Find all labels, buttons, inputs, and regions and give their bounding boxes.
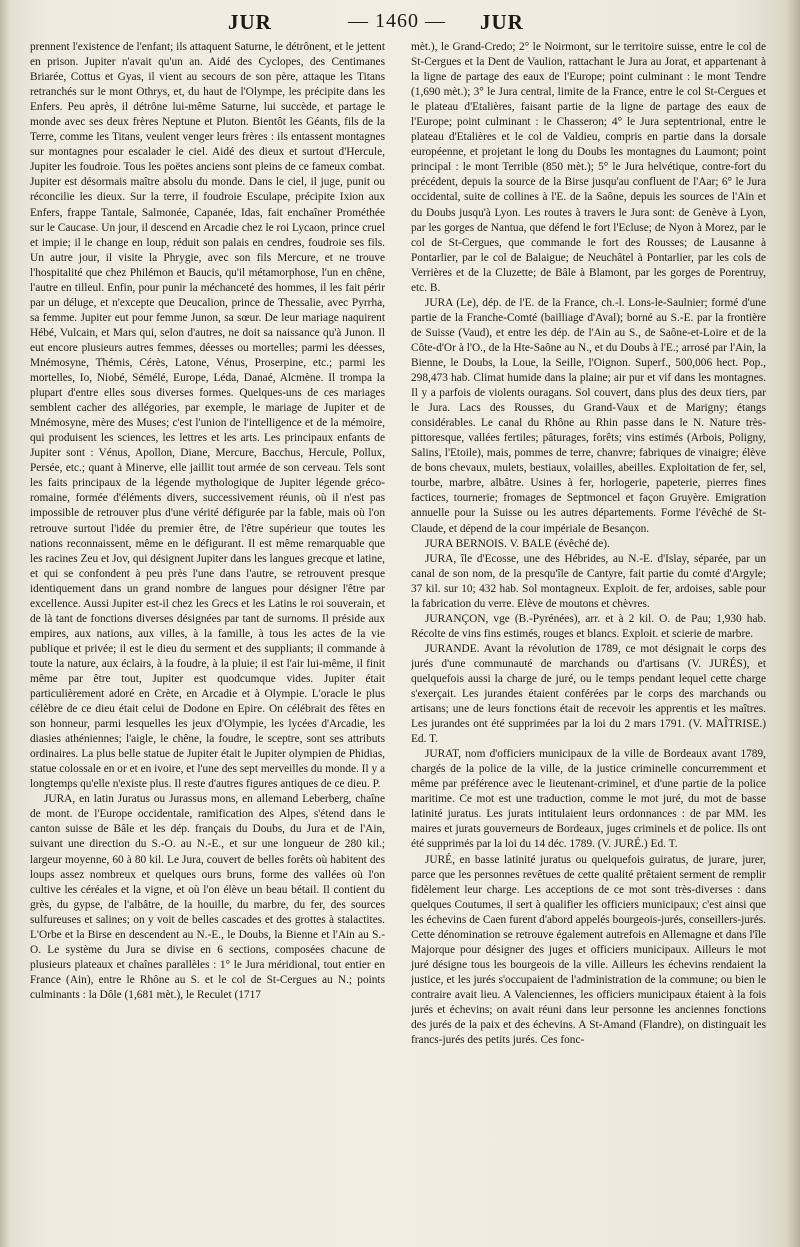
entry-jura-mountains-continued: mèt.), le Grand-Credo; 2° le Noirmont, sur le territoire suisse, entre le col de St-Cergues et la Dent de Vaulion, rattachant le Jura au Jorat, et appartenant à la ligne de partage des eaux de l'Europe; point culminant : le mont Tendre (1,690 mèt.); 3° le Jura central, limite de la France, entre le col St-Cergues et le plateau d'Etalières, faisant partie de la ligne de partage des eaux de l'Europe; point culminant : le Chasseron; 4° le Jura septentrional, entre le plateau d'Etalières et le col de Valdieu, compris en partie dans la dorsale européenne, et projetant le long du Doubs les montagnes du Laumont; point principal : le mont Terrible (850 mèt.); 5° le Jura helvétique, contre-fort du précédent, depuis la source de la Birse jusqu'au confluent de l'Aar; 6° le Jura occidental, suite de collines à l'E. de la Saône, depuis les sources de l'Ain et du Doubs jusqu'à Lyon. Les routes à travers le Jura sont: de Genève à Lyon, par les gorges de Nantua, que défend le fort l'Ecluse; de Nyon à Morez, par le col de St-Cergues, que commande le fort des Rousses; de Lausanne à Pontarlier, par le col de Balaigue; de Neuchâtel à Pontarlier, par les cols de Verrières et de la Cluzette; de Bâle à Blamont, par les gorges de Porentruy, etc. B. [411,41,766,294]
entry-jura-bernois: JURA BERNOIS. V. BALE (évêché de). [425,537,610,550]
entry-jupiter-continued: prennent l'existence de l'enfant; ils attaquent Saturne, le détrônent, et le jettent en prison. Jupiter n'avait qu'un an. Aidé des Cyclopes, des Centimanes Briarée, Cottus et Gyas, il vient au secours de son père, attaque les Titans retranchés sur le mont Othrys, et, du haut de l'Olympe, les précipite dans les Enfers. Peu après, il détrône lui-même Saturne, lui succède, et partage le monde avec ses deux frères Neptune et Pluton. Bientôt les Géants, fils de la Terre, comme les Titans, veulent venger leurs frères : ils entassent montagnes sur montagnes pour escalader le ciel. Aidé des dieux et surtout d'Hercule, Jupiter les foudroie. Tous les poëtes anciens sont pleins de ce fameux combat. Jupiter est désormais maître absolu du monde. Dans le ciel, il juge, punit ou réconcilie les dieux. Sur la terre, il foudroie Esculape, précipite Ixion aux Enfers, frappe Tantale, Salmonée, Capanée, Idas, fait enchaîner Prométhée sur le Caucase. Un jour, il descend en Arcadie chez le roi Lycaon, prince cruel et impie; il le change en loup, réduit son palais en cendres, foudroie ses fils. Un autre jour, il visite la Phrygie, avec son fils Mercure, et ne trouve l'hospitalité que chez Philémon et Baucis, qu'il métamorphose, l'un en chêne, l'autre en tilleul. Enfin, pour punir la méchanceté des hommes, il les fait périr par un déluge, et n'excepte que Deucalion, prince de Thessalie, avec Pyrrha, sa femme. Jupiter eut pour femme Junon, sa sœur. De leur mariage naquirent Hébé, Vulcain, et Mars qui, selon d'autres, ne doit sa naissance qu'à Junon. Il eut encore plusieurs autres femmes, déesses ou mortelles; parmi les déesses, Mnémosyne, Thémis, Cérès, Latone, Vénus, Proserpine, etc.; parmi les mortelles, Io, Niobé, Sémélé, Europe, Léda, Danaé, Alcmène. Il trompa la plupart d'entre elles sous diverses formes. Quelques-uns de ces mariages semblent cacher des allégories, par exemple, le mariage de Jupiter et de Mnémosyne, mère des Muses; c'est l'union de l'intelligence et de la mémoire, qui produisent les sciences, les lettres et les arts. Les principaux enfants de Jupiter sont : Vénus, Apollon, Diane, Mercure, Bacchus, Hercule, Pollux, Persée, etc.; quant à Minerve, elle jaillit tout armée de son cerveau. Tels sont les faits principaux de la légende mythologique de Jupiter légende gréco-romaine, formée d'éléments divers, successivement réunis, où il n'est pas impossible de retrouver plus d'une vérité défigurée par la fable, mais où l'on retrouve surtout l'idée du premier être, de l'être supérieur que toutes les nations reconnaissent, même en le défigurant. Il est même remarquable que les racines Zeu et Jov, qui désignent Jupiter dans les langues grecque et latine, et qui se confondent à peu près l'une dans l'autre, se retrouvent presque identiquement dans un grand nombre de langues pour désigner l'être par excellence. Aussi Jupiter est-il chez les Grecs et les Latins le roi souverain, et de là tant de fonctions diverses désignées par tant de surnoms. Il préside aux empires, aux nations, aux villes, à la famille, à tous les actes de la vie publique et privée; il est le dieu du serment et des suppliants; il commande à toute la nature, aux éclairs, à la foudre, à la pluie; il est l'air lui-même, il finit même par être tout, Jupiter est quodcumque vides. Jupiter était particulièrement adoré en Crète, en Arcadie et à Olympie. L'oracle le plus célèbre de ce dieu était celui de Dodone en Epire. On célébrait des fêtes en son honneur, parmi lesquelles les jeux d'Olympie, les lycées d'Arcadie, les diasies athéniennes; l'aigle, le chêne, la foudre, le sceptre, sont ses attributs ordinaires. La plus belle statue de Jupiter était le Jupiter olympien de Phidias, statue colossale en or et en ivoire, et l'une des sept merveilles du monde. Il y a longtemps qu'elle n'existe plus. Il reste d'autres figures antiques de ce dieu. P. [30,41,385,791]
entry-jura-mountains: JURA, en latin Juratus ou Jurassus mons, en allemand Leberberg, chaîne de mont. de l'Europe occidentale, ramification des Alpes, s'étend dans le canton suisse de Bâle et les dép. français du Doubs, du Jura et de l'Ain, suivant une direction du S.-O. au N.-E., et sur une longueur de 280 kil.; largeur moyenne, 60 à 80 kil. Le Jura, couvert de belles forêts où habitent des loups assez nombreux et quelques ours bruns, forme des vallées où l'on cultive les céréales et la vigne, et où l'on élève un beau bétail. Il contient du grès, du gypse, de l'albâtre, de la houille, du marbre, du fer, des sources sulfureuses et salines; on y voit de belles cascades et des grottes à stalactites. L'Orbe et la Birse en descendent au N.-E., le Doubs, la Bienne et l'Ain au S.-O. Le système du Jura se divise en 6 sections, composées chacune de plusieurs plateaux et chaînes parallèles : 1° le Jura méridional, tout entier en France (Ain), entre le Rhône au S. et le col de St-Cergues au N.; points culminants : la Dôle (1,681 mèt.), le Reculet (1717 [30,793,385,1001]
page-number: — 1460 — [348,10,446,32]
page-left-shadow [0,0,10,1247]
left-column [30,40,385,1235]
entry-jure: JURÉ, en basse latinité juratus ou quelquefois guiratus, de jurare, jurer, parce que les personnes revêtues de cette qualité prêtaient serment de remplir fidèlement leur charge. Les acceptions de ce mot sont très-diverses : dans quelques Coutumes, il sert à qualifier les officiers municipaux; c'est ainsi que les échevins de Caen furent d'abord appelés bourgeois-jurés, conseillers-jurés. Cette dénomination se retrouve également autrefois en Allemagne et dans l'île Majorque pour désigner des juges et officiers municipaux. Ailleurs le mot juré désigne tous les bourgeois de la ville. Ailleurs les échevins rendaient la justice, et les jurés s'occupaient de l'administration de la commune; ou bien le contraire avait lieu. A Valenciennes, les officiers municipaux étaient à la fois jurés et échevins; on avait réuni dans leur personne les anciennes fonctions des jurés de la paix et des échevins. A St-Amand (Flandre), on distinguait les francs-jurés des petits jurés. Ces fonc- [411,853,766,1047]
page-right-shadow [786,0,800,1247]
entry-jura-island: JURA, île d'Ecosse, une des Hébrides, au N.-E. d'Islay, séparée, par un canal de son nom, de la presqu'île de Cantyre, fait partie du comté d'Argyle; 37 kil. sur 10; 432 hab. Sol montagneux. Exploit. de fer, ardoises, sable pour la fabrication du verre. Elève de moutons et chèvres. [411,552,766,610]
entry-jurat: JURAT, nom d'officiers municipaux de la ville de Bordeaux avant 1789, chargés de la police de la ville, de la justice criminelle concurremment et même par préférence avec le lieutenant-criminel, et d'une partie de la police maritime. Ce mot est une traduction, comme le mot juré, du mot de basse latinité juratus. Les jurats intitulaient leurs ordonnances : de par MM. les maires et jurats gouverneurs de Bordeaux, juges criminels et de police. Ils ont été supprimés par la loi du 14 déc. 1789. (V. JURÉ.) Ed. T. [411,748,766,851]
entry-jurande: JURANDE. Avant la révolution de 1789, ce mot désignait le corps des jurés d'une communauté de marchands ou d'artisans (V. JURÉS), et quelquefois aussi la charge de juré, ou le temps pendant lequel cette charge s'exerçait. Les jurandes étaient conférées par le corps des marchands ou artisans; une de leurs fonctions était de recevoir les apprentis et les maîtres. Les jurandes ont été supprimées par la loi du 2 mars 1791. (V. MAÎTRISE.) Ed. T. [411,642,766,746]
running-header [0,6,800,40]
header-right-word: JUR [480,10,524,34]
right-column [411,40,766,1235]
entry-jurancon: JURANÇON, vge (B.-Pyrénées), arr. et à 2 kil. O. de Pau; 1,930 hab. Récolte de vins fins estimés, rouges et blancs. Exploit. et scierie de marbre. [411,612,766,640]
header-left-word: JUR [228,10,272,34]
entry-jura-department: JURA (Le), dép. de l'E. de la France, ch.-l. Lons-le-Saulnier; formé d'une partie de la Franche-Comté (bailliage d'Aval); borné au S.-E. par la frontière de Suisse (Vaud), et entre les dép. de l'Ain au S., de Saône-et-Loire et de la Côte-d'Or à l'O., de la Hte-Saône au N., et du Doubs à l'E.; arrosé par l'Ain, la Bienne, le Doubs, la Loue, la Seille, l'Oignon. Superf., 500,006 hect. Pop., 298,473 hab. Climat humide dans la plaine; air pur et vif dans les montagnes. Il y a parfois de violents ouragans. Sol couvert, dans plus des deux tiers, par le Jura. Lacs des Rousses, du Grand-Vaux et de Marigny; étangs considérables. Le canal du Rhône au Rhin passe dans le N. Nature très-pittoresque, vallées fertiles; pâturages, forêts; vins estimés (Arbois, Poligny, Salins, l'Etoile), mais, pommes de terre, chanvre; fabriques de vinaigre; élève de bons chevaux, mulets, bestiaux, volailles, abeilles. Exploitation de fer, sel, tourbe, marbre, albâtre. Usines à fer, horlogerie, papeterie, pierres fines factices, tournerie; fromages de Septmoncel et façon Gruyère. Emigration annuelle pour la Suisse ou les autres départements. Forme l'évêché de St-Claude, et dépend de la cour impériale de Besançon. [411,296,766,535]
